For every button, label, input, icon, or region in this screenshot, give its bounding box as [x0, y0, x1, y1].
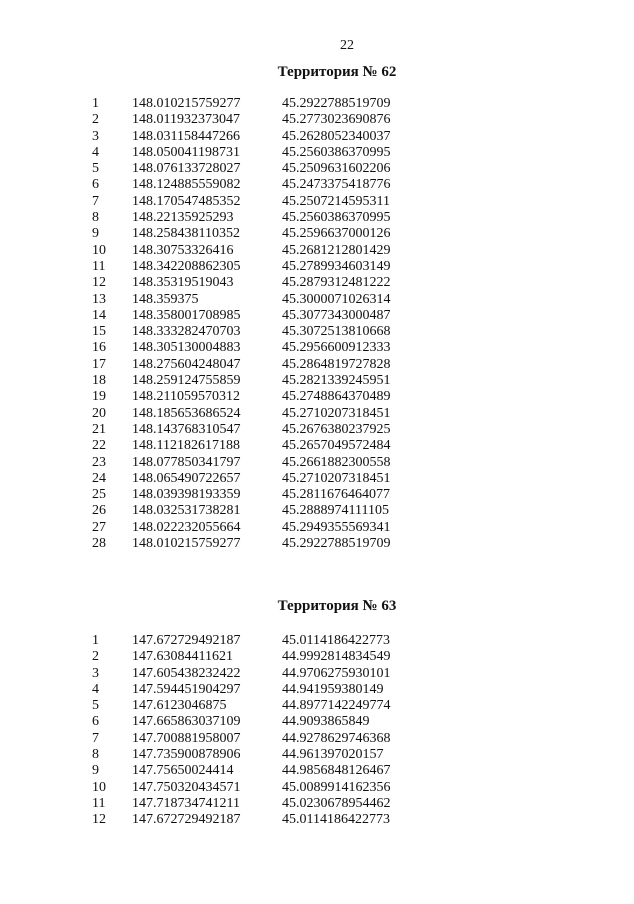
- table-row: [92, 226, 442, 242]
- table-row: [92, 194, 442, 210]
- table-row: [92, 487, 442, 503]
- latitude-value: 45.2681212801429: [282, 242, 391, 258]
- point-number: 13: [92, 291, 106, 307]
- longitude-value: 148.065490722657: [132, 470, 241, 486]
- point-number: 4: [92, 681, 99, 697]
- latitude-value: 45.2748864370489: [282, 389, 391, 405]
- point-number: 2: [92, 649, 99, 665]
- point-number: 3: [92, 128, 99, 144]
- longitude-value: 148.010215759277: [132, 536, 241, 552]
- table-row: [92, 177, 442, 193]
- longitude-value: 147.718734741211: [132, 795, 240, 811]
- latitude-value: 44.9706275930101: [282, 665, 391, 681]
- point-number: 10: [92, 779, 106, 795]
- longitude-value: 148.35319519043: [132, 275, 234, 291]
- point-number: 2: [92, 112, 99, 128]
- longitude-value: 148.259124755859: [132, 373, 241, 389]
- territory-63-title: Территория № 63: [277, 598, 397, 614]
- latitude-value: 44.8977142249774: [282, 698, 391, 714]
- longitude-value: 148.050041198731: [132, 144, 240, 160]
- longitude-value: 148.185653686524: [132, 405, 241, 421]
- longitude-value: 148.011932373047: [132, 112, 240, 128]
- table-row: [92, 243, 442, 259]
- point-number: 18: [92, 373, 106, 389]
- latitude-value: 45.2628052340037: [282, 128, 391, 144]
- latitude-value: 45.2773023690876: [282, 112, 391, 128]
- longitude-value: 148.076133728027: [132, 161, 241, 177]
- table-row: [92, 129, 442, 145]
- longitude-value: 148.30753326416: [132, 242, 234, 258]
- table-row: [92, 292, 442, 308]
- latitude-value: 45.2821339245951: [282, 373, 391, 389]
- table-row: [92, 714, 442, 730]
- latitude-value: 45.2789934603149: [282, 258, 391, 274]
- table-row: [92, 747, 442, 763]
- point-number: 9: [92, 226, 99, 242]
- point-number: 5: [92, 698, 99, 714]
- latitude-value: 45.2560386370995: [282, 144, 391, 160]
- latitude-value: 45.2956600912333: [282, 340, 391, 356]
- table-row: [92, 682, 442, 698]
- latitude-value: 44.9992814834549: [282, 649, 391, 665]
- latitude-value: 44.9856848126467: [282, 763, 391, 779]
- longitude-value: 147.672729492187: [132, 812, 241, 828]
- longitude-value: 147.6123046875: [132, 698, 227, 714]
- latitude-value: 45.2676380237925: [282, 421, 391, 437]
- longitude-value: 147.750320434571: [132, 779, 241, 795]
- point-number: 23: [92, 454, 106, 470]
- longitude-value: 148.211059570312: [132, 389, 240, 405]
- point-number: 8: [92, 210, 99, 226]
- point-number: 20: [92, 405, 106, 421]
- longitude-value: 147.75650024414: [132, 763, 234, 779]
- longitude-value: 148.333282470703: [132, 324, 241, 340]
- table-row: [92, 503, 442, 519]
- table-row: [92, 796, 442, 812]
- table-row: [92, 210, 442, 226]
- point-number: 1: [92, 96, 99, 111]
- point-number: 7: [92, 193, 99, 209]
- point-number: 10: [92, 242, 106, 258]
- longitude-value: 148.124885559082: [132, 177, 241, 193]
- table-row: [92, 698, 442, 714]
- longitude-value: 148.143768310547: [132, 421, 241, 437]
- latitude-value: 45.2922788519709: [282, 536, 391, 552]
- longitude-value: 147.672729492187: [132, 633, 241, 648]
- point-number: 6: [92, 177, 99, 193]
- point-number: 12: [92, 812, 106, 828]
- latitude-value: 45.2509631602206: [282, 161, 391, 177]
- point-number: 17: [92, 356, 106, 372]
- point-number: 26: [92, 503, 106, 519]
- longitude-value: 148.077850341797: [132, 454, 241, 470]
- latitude-value: 45.0114186422773: [282, 812, 390, 828]
- table-row: [92, 422, 442, 438]
- table-row: [92, 471, 442, 487]
- longitude-value: 148.112182617188: [132, 438, 240, 454]
- latitude-value: 45.3077343000487: [282, 307, 391, 323]
- table-row: [92, 438, 442, 454]
- table-row: [92, 536, 442, 552]
- point-number: 5: [92, 161, 99, 177]
- latitude-value: 45.3000071026314: [282, 291, 391, 307]
- point-number: 21: [92, 421, 106, 437]
- latitude-value: 45.2811676464077: [282, 487, 390, 503]
- point-number: 11: [92, 258, 106, 274]
- territory-62-table: [92, 96, 442, 552]
- longitude-value: 148.022232055664: [132, 519, 241, 535]
- longitude-value: 148.358001708985: [132, 307, 241, 323]
- longitude-value: 147.63084411621: [132, 649, 233, 665]
- table-row: [92, 389, 442, 405]
- table-row: [92, 812, 442, 828]
- table-row: [92, 357, 442, 373]
- table-row: [92, 275, 442, 291]
- longitude-value: 148.275604248047: [132, 356, 241, 372]
- latitude-value: 45.2473375418776: [282, 177, 391, 193]
- longitude-value: 148.305130004883: [132, 340, 241, 356]
- longitude-value: 147.665863037109: [132, 714, 241, 730]
- table-row: [92, 112, 442, 128]
- point-number: 27: [92, 519, 106, 535]
- longitude-value: 148.039398193359: [132, 487, 241, 503]
- latitude-value: 45.0114186422773: [282, 633, 390, 648]
- latitude-value: 44.961397020157: [282, 747, 384, 763]
- point-number: 22: [92, 438, 106, 454]
- page-number: 22: [340, 38, 354, 53]
- latitude-value: 45.0230678954462: [282, 795, 391, 811]
- point-number: 7: [92, 730, 99, 746]
- point-number: 19: [92, 389, 106, 405]
- table-row: [92, 373, 442, 389]
- longitude-value: 147.594451904297: [132, 681, 241, 697]
- latitude-value: 45.2560386370995: [282, 210, 391, 226]
- table-row: [92, 406, 442, 422]
- table-row: [92, 145, 442, 161]
- point-number: 28: [92, 536, 106, 552]
- latitude-value: 45.0089914162356: [282, 779, 391, 795]
- territory-63-table: [92, 633, 442, 829]
- latitude-value: 45.2507214595311: [282, 193, 390, 209]
- table-row: [92, 520, 442, 536]
- longitude-value: 148.010215759277: [132, 96, 241, 111]
- table-row: [92, 780, 442, 796]
- point-number: 24: [92, 470, 106, 486]
- longitude-value: 148.359375: [132, 291, 199, 307]
- latitude-value: 44.9093865849: [282, 714, 370, 730]
- latitude-value: 45.2949355569341: [282, 519, 391, 535]
- latitude-value: 45.2661882300558: [282, 454, 391, 470]
- latitude-value: 45.2864819727828: [282, 356, 391, 372]
- table-row: [92, 340, 442, 356]
- table-row: [92, 324, 442, 340]
- latitude-value: 44.9278629746368: [282, 730, 391, 746]
- point-number: 14: [92, 307, 106, 323]
- longitude-value: 148.031158447266: [132, 128, 240, 144]
- table-row: [92, 308, 442, 324]
- table-row: [92, 763, 442, 779]
- latitude-value: 45.2888974111105: [282, 503, 389, 519]
- longitude-value: 147.735900878906: [132, 747, 241, 763]
- point-number: 12: [92, 275, 106, 291]
- longitude-value: 147.605438232422: [132, 665, 241, 681]
- latitude-value: 45.2596637000126: [282, 226, 391, 242]
- latitude-value: 45.2879312481222: [282, 275, 391, 291]
- latitude-value: 45.2657049572484: [282, 438, 391, 454]
- table-row: [92, 96, 442, 112]
- table-row: [92, 455, 442, 471]
- longitude-value: 148.170547485352: [132, 193, 241, 209]
- table-row: [92, 633, 442, 649]
- point-number: 1: [92, 633, 99, 648]
- point-number: 11: [92, 795, 106, 811]
- table-row: [92, 666, 442, 682]
- point-number: 15: [92, 324, 106, 340]
- longitude-value: 148.258438110352: [132, 226, 240, 242]
- table-row: [92, 731, 442, 747]
- latitude-value: 45.2710207318451: [282, 470, 391, 486]
- point-number: 8: [92, 747, 99, 763]
- longitude-value: 148.22135925293: [132, 210, 234, 226]
- longitude-value: 148.032531738281: [132, 503, 241, 519]
- point-number: 4: [92, 144, 99, 160]
- point-number: 3: [92, 665, 99, 681]
- table-row: [92, 649, 442, 665]
- territory-62-title: Территория № 62: [277, 64, 397, 80]
- latitude-value: 45.3072513810668: [282, 324, 391, 340]
- longitude-value: 148.342208862305: [132, 258, 241, 274]
- point-number: 25: [92, 487, 106, 503]
- table-row: [92, 161, 442, 177]
- point-number: 16: [92, 340, 106, 356]
- latitude-value: 44.941959380149: [282, 681, 384, 697]
- longitude-value: 147.700881958007: [132, 730, 241, 746]
- point-number: 6: [92, 714, 99, 730]
- latitude-value: 45.2710207318451: [282, 405, 391, 421]
- point-number: 9: [92, 763, 99, 779]
- table-row: [92, 259, 442, 275]
- latitude-value: 45.2922788519709: [282, 96, 391, 111]
